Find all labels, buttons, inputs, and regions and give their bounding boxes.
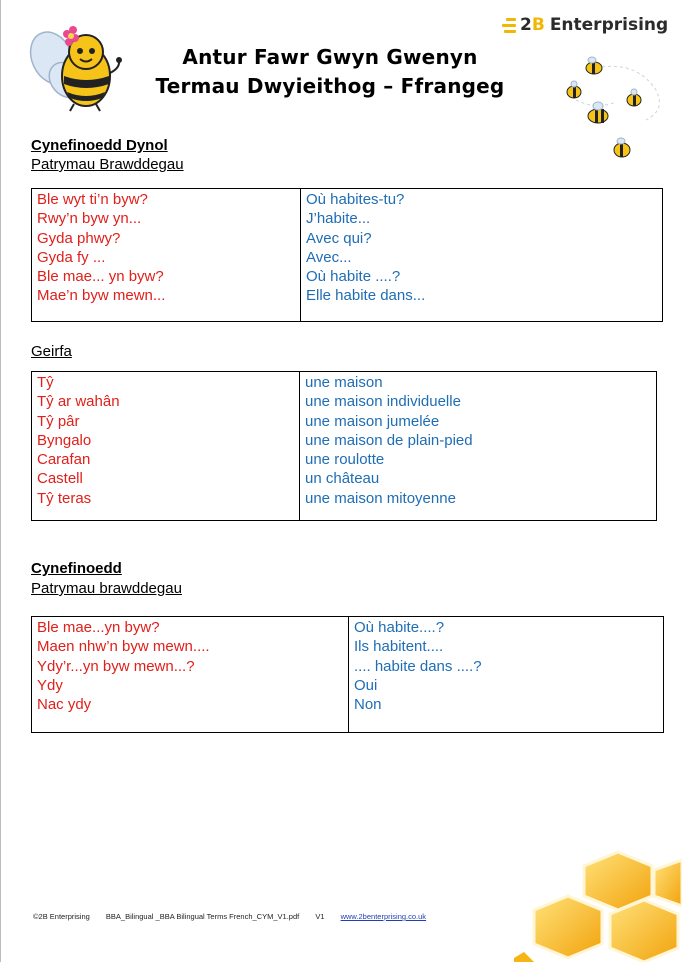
welsh-phrase: Gyda fy ...	[37, 248, 106, 266]
section-3-title: Cynefinoedd	[31, 560, 122, 577]
sentence-patterns-table	[31, 188, 663, 322]
page-footer	[33, 912, 440, 921]
welsh-word: Tŷ	[37, 374, 54, 391]
french-word: une maison mitoyenne	[305, 489, 456, 507]
footer-website-link[interactable]: www.2benterprising.co.uk	[340, 912, 427, 921]
french-phrase: Où habite ....?	[306, 268, 401, 286]
french-phrase: Ils habitent....	[354, 638, 444, 656]
welsh-phrase: Gyda phwy?	[37, 229, 121, 247]
welsh-word: Carafan	[37, 451, 91, 469]
brand-lines-icon	[502, 16, 518, 34]
brand-logo: 2 B Enterprising	[502, 15, 668, 35]
welsh-column	[32, 189, 301, 321]
french-phrase: Avec...	[306, 248, 352, 266]
honeycomb-icon	[514, 848, 682, 962]
section-2-subtitle: Geirfa	[31, 343, 72, 360]
french-phrase: Où habite....?	[354, 619, 445, 636]
french-column	[301, 189, 662, 321]
french-column	[349, 617, 663, 732]
french-word: une maison	[305, 374, 383, 391]
welsh-phrase: Ble wyt ti’n byw?	[37, 191, 148, 208]
section-1-subtitle: Patrymau Brawddegau	[31, 156, 184, 173]
section-3-subtitle: Patrymau brawddegau	[31, 580, 182, 597]
french-word: une maison de plain-pied	[305, 431, 473, 449]
footer-filename: BBA_Bilingual _BBA Bilingual Terms French_CYM_V1.pdf	[105, 912, 300, 921]
small-bees-icon	[556, 50, 676, 170]
habitat-patterns-table	[31, 616, 664, 733]
french-word: une roulotte	[305, 451, 385, 469]
french-phrase: J’habite...	[306, 210, 371, 228]
welsh-phrase: Ydy	[37, 676, 63, 694]
french-column	[300, 372, 656, 520]
welsh-phrase: Nac ydy	[37, 696, 92, 714]
bee-mascot-icon	[22, 18, 134, 113]
welsh-phrase: Maen nhw’n byw mewn....	[37, 638, 210, 656]
footer-copyright: ©2B Enterprising	[33, 912, 90, 921]
french-phrase: .... habite dans ....?	[354, 657, 482, 675]
french-phrase: Oui	[354, 676, 378, 694]
french-word: un château	[305, 470, 380, 488]
welsh-phrase: Ydy’r...yn byw mewn...?	[37, 657, 195, 675]
welsh-word: Tŷ ar wahân	[37, 393, 120, 411]
french-phrase: Où habites-tu?	[306, 191, 405, 208]
welsh-phrase: Rwy’n byw yn...	[37, 210, 142, 228]
footer-version: V1	[315, 912, 325, 921]
brand-name: Enterprising	[549, 15, 669, 35]
french-phrase: Avec qui?	[306, 229, 372, 247]
welsh-column	[32, 617, 349, 732]
page-left-edge	[0, 0, 1, 962]
vocabulary-table	[31, 371, 657, 521]
welsh-word: Tŷ teras	[37, 489, 92, 507]
page-title-line-2: Termau Dwyieithog – Ffrangeg	[155, 74, 505, 98]
welsh-phrase: Mae’n byw mewn...	[37, 287, 166, 305]
welsh-word: Tŷ pâr	[37, 412, 80, 430]
welsh-word: Byngalo	[37, 431, 92, 449]
french-phrase: Non	[354, 696, 382, 714]
page-title-line-1: Antur Fawr Gwyn Gwenyn	[182, 45, 478, 69]
welsh-column	[32, 372, 300, 520]
welsh-phrase: Ble mae... yn byw?	[37, 268, 164, 286]
welsh-word: Castell	[37, 470, 83, 488]
french-word: une maison jumelée	[305, 412, 440, 430]
french-word: une maison individuelle	[305, 393, 461, 411]
french-phrase: Elle habite dans...	[306, 287, 426, 305]
welsh-phrase: Ble mae...yn byw?	[37, 619, 160, 636]
section-1-title: Cynefinoedd Dynol	[31, 137, 168, 154]
